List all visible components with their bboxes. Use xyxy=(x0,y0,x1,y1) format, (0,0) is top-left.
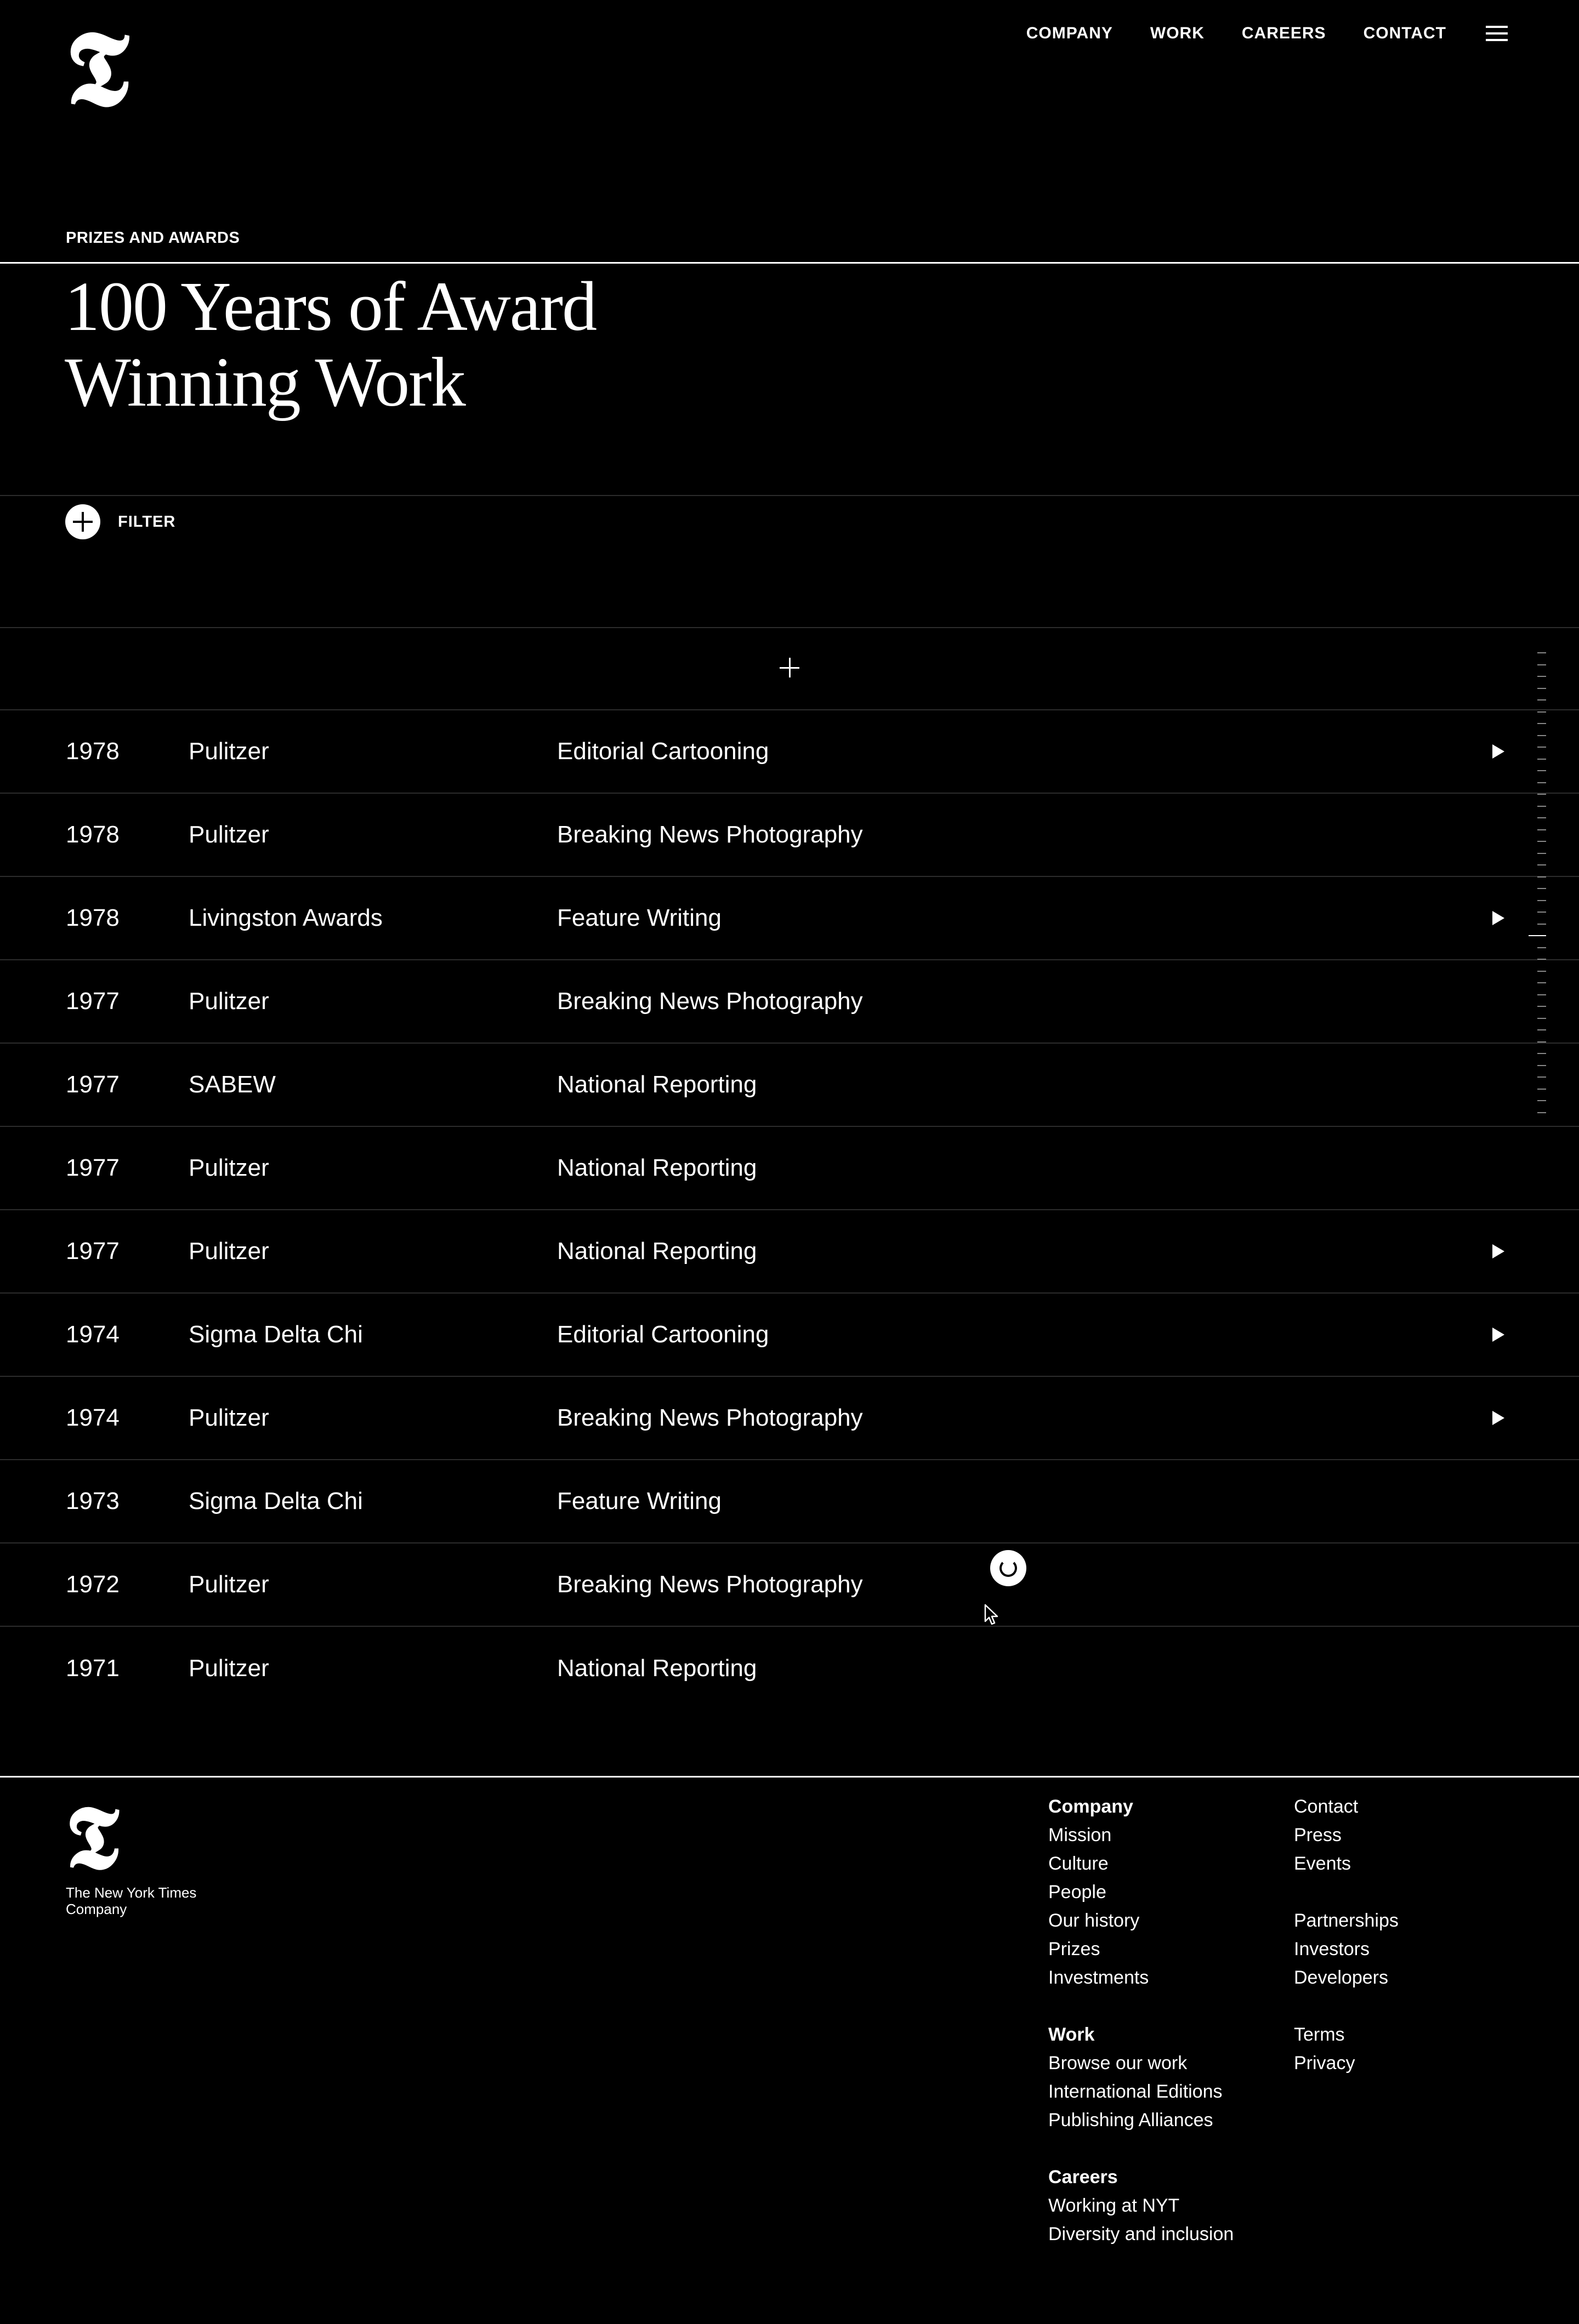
timeline-tick xyxy=(1537,782,1546,783)
award-organization: SABEW xyxy=(189,1071,276,1098)
caret-right-icon[interactable] xyxy=(1492,1244,1504,1258)
timeline-tick xyxy=(1537,1100,1546,1101)
award-organization: Pulitzer xyxy=(189,1404,269,1431)
timeline-tick xyxy=(1537,829,1546,830)
footer-link[interactable]: International Editions xyxy=(1048,2081,1223,2102)
footer-link[interactable]: Events xyxy=(1294,1853,1351,1874)
divider xyxy=(0,495,1579,496)
footer-column-1 xyxy=(1048,1792,1234,2248)
award-year: 1971 xyxy=(66,1655,120,1682)
divider xyxy=(0,262,1579,264)
award-year: 1978 xyxy=(66,821,120,848)
divider xyxy=(0,1776,1579,1778)
timeline-tick xyxy=(1537,747,1546,748)
footer-link[interactable]: Press xyxy=(1294,1825,1342,1845)
award-row xyxy=(0,1044,1579,1127)
award-row[interactable] xyxy=(0,1210,1579,1294)
footer-nyt-logo[interactable]: 𝕿 xyxy=(65,1786,120,1889)
footer-link[interactable]: Publishing Alliances xyxy=(1048,2110,1213,2131)
award-category: National Reporting xyxy=(557,1655,757,1682)
timeline-tick xyxy=(1537,652,1546,653)
award-row[interactable] xyxy=(0,877,1579,960)
footer-company-name: The New York Times Company xyxy=(66,1884,197,1917)
footer-link[interactable]: Mission xyxy=(1048,1825,1112,1845)
timeline-tick xyxy=(1537,711,1546,713)
award-row xyxy=(0,794,1579,877)
timeline-scrubber[interactable] xyxy=(1533,652,1546,1124)
award-organization: Pulitzer xyxy=(189,1154,269,1181)
award-organization: Pulitzer xyxy=(189,988,269,1015)
timeline-tick xyxy=(1537,770,1546,771)
timeline-tick xyxy=(1537,947,1546,948)
footer-link[interactable]: Investors xyxy=(1294,1939,1370,1960)
footer-link[interactable]: Developers xyxy=(1294,1967,1388,1988)
filter-button[interactable] xyxy=(65,504,175,539)
award-category: Editorial Cartooning xyxy=(557,1321,769,1348)
award-year: 1977 xyxy=(66,1071,120,1098)
timeline-tick xyxy=(1537,1053,1546,1054)
award-category: Feature Writing xyxy=(557,1488,722,1514)
award-organization: Pulitzer xyxy=(189,1571,269,1598)
award-category: National Reporting xyxy=(557,1238,757,1264)
timeline-tick xyxy=(1537,723,1546,724)
timeline-tick xyxy=(1537,1089,1546,1090)
footer-link[interactable]: Browse our work xyxy=(1048,2053,1188,2074)
award-year: 1972 xyxy=(66,1571,120,1598)
award-category: National Reporting xyxy=(557,1154,757,1181)
award-row xyxy=(0,1627,1579,1710)
award-category: Breaking News Photography xyxy=(557,1571,863,1598)
mouse-pointer-icon xyxy=(984,1604,998,1626)
timeline-tick xyxy=(1537,676,1546,677)
award-organization: Livingston Awards xyxy=(189,904,383,931)
page-title-line-2: Winning Work xyxy=(65,343,465,421)
timeline-tick xyxy=(1537,1065,1546,1066)
timeline-tick xyxy=(1537,664,1546,665)
award-row[interactable] xyxy=(0,1377,1579,1460)
award-year: 1977 xyxy=(66,1154,120,1181)
page-title xyxy=(65,269,777,420)
plus-icon[interactable] xyxy=(780,658,799,677)
filter-label: FILTER xyxy=(118,512,176,531)
footer-link[interactable]: Diversity and inclusion xyxy=(1048,2224,1234,2245)
footer-link[interactable]: Terms xyxy=(1294,2024,1345,2045)
nav-work[interactable]: WORK xyxy=(1150,24,1205,42)
timeline-tick xyxy=(1537,841,1546,842)
timeline-tick xyxy=(1537,864,1546,865)
timeline-tick xyxy=(1537,1018,1546,1019)
nav-contact[interactable]: CONTACT xyxy=(1363,24,1446,42)
award-category: Editorial Cartooning xyxy=(557,738,769,765)
footer-column-2 xyxy=(1294,1792,1399,2077)
timeline-tick xyxy=(1537,1006,1546,1007)
award-organization: Pulitzer xyxy=(189,1655,269,1682)
timeline-tick xyxy=(1537,794,1546,795)
award-year: 1978 xyxy=(66,904,120,931)
footer-link[interactable]: People xyxy=(1048,1882,1106,1903)
timeline-tick xyxy=(1537,924,1546,925)
timeline-tick xyxy=(1537,971,1546,972)
footer-heading-careers: Careers xyxy=(1048,2167,1118,2188)
footer-link[interactable]: Working at NYT xyxy=(1048,2195,1180,2216)
award-row xyxy=(0,1543,1579,1627)
nyt-logo[interactable]: 𝕿 xyxy=(65,7,129,129)
award-year: 1973 xyxy=(66,1488,120,1514)
timeline-tick xyxy=(1537,876,1546,878)
awards-list xyxy=(0,710,1579,1710)
timeline-tick xyxy=(1537,900,1546,901)
timeline-tick xyxy=(1537,959,1546,960)
award-row[interactable] xyxy=(0,710,1579,794)
timeline-tick xyxy=(1537,699,1546,700)
award-organization: Pulitzer xyxy=(189,821,269,848)
caret-right-icon[interactable] xyxy=(1492,1411,1504,1425)
timeline-tick xyxy=(1537,735,1546,736)
footer-heading-company: Company xyxy=(1048,1796,1133,1817)
divider xyxy=(0,627,1579,628)
timeline-tick xyxy=(1537,1112,1546,1113)
caret-right-icon[interactable] xyxy=(1492,1328,1504,1342)
timeline-tick xyxy=(1537,1029,1546,1030)
award-year: 1978 xyxy=(66,738,120,765)
award-row[interactable] xyxy=(0,1294,1579,1377)
timeline-tick xyxy=(1537,888,1546,889)
award-year: 1977 xyxy=(66,1238,120,1264)
award-year: 1974 xyxy=(66,1321,120,1348)
caret-right-icon[interactable] xyxy=(1492,911,1504,925)
award-organization: Sigma Delta Chi xyxy=(189,1488,363,1514)
timeline-tick xyxy=(1537,853,1546,854)
top-nav xyxy=(989,24,1508,43)
award-row xyxy=(0,960,1579,1044)
timeline-tick xyxy=(1529,935,1546,936)
spinner-icon xyxy=(990,1550,1026,1586)
timeline-tick xyxy=(1537,1076,1546,1078)
footer-link[interactable]: Prizes xyxy=(1048,1939,1100,1960)
nav-careers[interactable]: CAREERS xyxy=(1241,24,1326,42)
timeline-tick xyxy=(1537,982,1546,983)
hamburger-icon[interactable] xyxy=(1486,26,1508,41)
timeline-tick xyxy=(1537,994,1546,995)
footer-link[interactable]: Investments xyxy=(1048,1967,1149,1988)
caret-right-icon[interactable] xyxy=(1492,744,1504,759)
timeline-tick xyxy=(1537,688,1546,689)
award-row xyxy=(0,1127,1579,1210)
award-year: 1977 xyxy=(66,988,120,1015)
timeline-tick xyxy=(1537,1041,1546,1043)
award-category: Breaking News Photography xyxy=(557,1404,863,1431)
footer-link[interactable]: Contact xyxy=(1294,1796,1359,1817)
award-category: National Reporting xyxy=(557,1071,757,1098)
nav-company[interactable]: COMPANY xyxy=(1026,24,1113,42)
award-category: Breaking News Photography xyxy=(557,821,863,848)
plus-circle-icon xyxy=(65,504,100,539)
timeline-tick xyxy=(1537,817,1546,818)
timeline-tick xyxy=(1537,806,1546,807)
timeline-tick xyxy=(1537,759,1546,760)
award-year: 1974 xyxy=(66,1404,120,1431)
footer-heading-work: Work xyxy=(1048,2024,1095,2045)
page-title-line-1: 100 Years of Award xyxy=(65,267,597,345)
section-label: PRIZES AND AWARDS xyxy=(66,229,240,247)
timeline-tick xyxy=(1537,912,1546,913)
award-row xyxy=(0,1460,1579,1543)
footer-link[interactable]: Culture xyxy=(1048,1853,1109,1874)
footer-link[interactable]: Partnerships xyxy=(1294,1910,1399,1931)
award-organization: Pulitzer xyxy=(189,1238,269,1264)
award-organization: Sigma Delta Chi xyxy=(189,1321,363,1348)
award-category: Breaking News Photography xyxy=(557,988,863,1015)
footer-link[interactable]: Our history xyxy=(1048,1910,1140,1931)
award-organization: Pulitzer xyxy=(189,738,269,765)
award-category: Feature Writing xyxy=(557,904,722,931)
footer-link[interactable]: Privacy xyxy=(1294,2053,1355,2074)
